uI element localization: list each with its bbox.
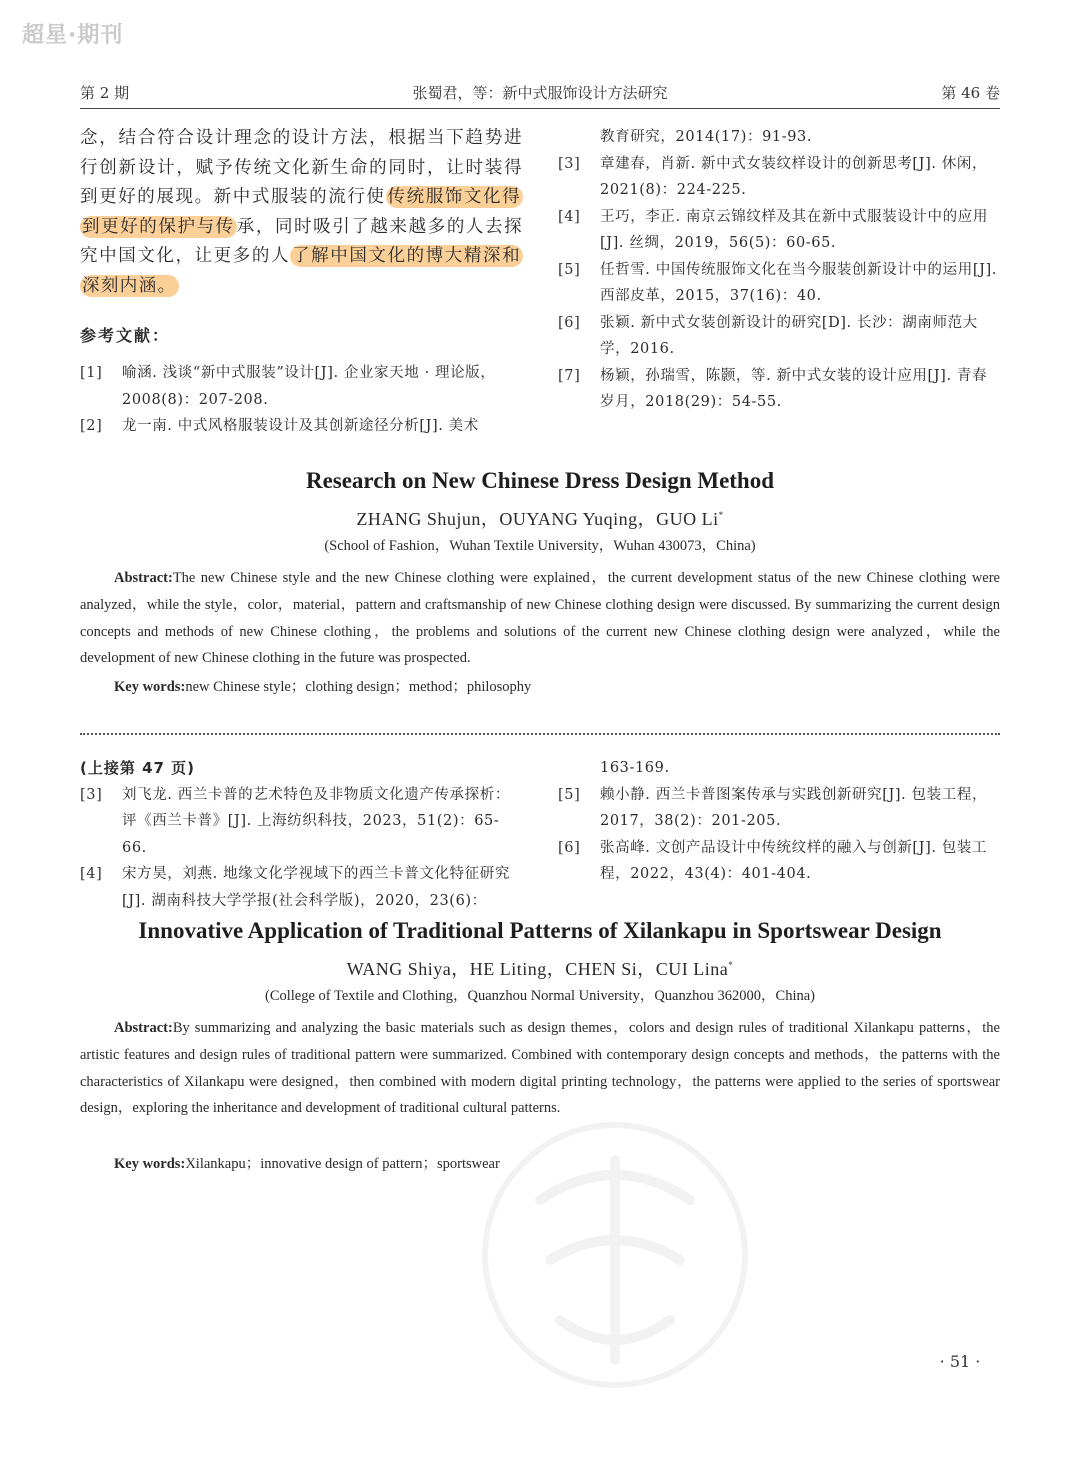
english-abstract: Abstract:The new Chinese style and the new Chinese clothing were explained，the current development status of the new Chinese clothing were analyzed，while the style，color，material，pattern and craftsmanship of new Chinese clothing design were discussed. By summarizing the current design concepts and methods of new Chinese clothing，the problems and solutions of the current new Chinese clothing design were analyzed，while the development of new Chinese clothing in the future was prospected. — [80, 570, 1000, 667]
reference-item — [80, 360, 523, 413]
paragraph-text-2: 承，同时吸引了越来越多的人去探究中国文化，让更多的人 — [80, 216, 523, 266]
keywords-label: Key words — [114, 1156, 181, 1172]
reference-text: 任哲雪. 中国传统服饰文化在当今服装创新设计中的运用[J]. 西部皮革，2015，37(16)：40. — [600, 261, 997, 304]
reference-continuation: 163-169. — [600, 760, 670, 776]
volume-number: 第 46 卷 — [941, 84, 1000, 102]
reference-item — [558, 782, 1001, 835]
authors-text: ZHANG Shujun，OUYANG Yuqing，GUO Li — [356, 509, 719, 529]
reference-number: [7] — [558, 367, 581, 384]
reference-item — [558, 363, 1001, 416]
reference-number: [4] — [80, 866, 103, 882]
section-divider — [80, 733, 1000, 735]
publisher-watermark: 超星·期刊 — [22, 23, 124, 48]
reference-item — [80, 782, 523, 862]
references-heading: 参考文献： — [80, 326, 171, 345]
english-authors — [40, 955, 1040, 981]
reference-item — [558, 204, 1001, 257]
reference-item — [558, 310, 1001, 363]
reference-number: [3] — [80, 786, 103, 803]
reference-text: 张高峰. 文创产品设计中传统纹样的融入与创新[J]. 包装工程，2022，43(4)：401-404. — [600, 839, 988, 882]
article2-left-column — [80, 755, 523, 914]
reference-item — [558, 835, 1001, 888]
reference-number: [3] — [558, 155, 581, 172]
article1-right-column — [558, 124, 1001, 416]
reference-number: [5] — [558, 786, 581, 803]
seal-watermark-icon — [470, 1110, 760, 1400]
paragraph-text-1: 念，结合符合设计理念的设计方法，根据当下趋势进行创新设计，赋予传统文化新生命的同时，让时装得到更好的展现。新中式服装的流行使 — [80, 128, 523, 207]
issue-number: 第 2 期 — [80, 84, 130, 102]
reference-text: 喻涵. 浅谈“新中式服装”设计[J]. 企业家天地 · 理论版，2008(8)：207-208. — [122, 365, 496, 408]
reference-number: [1] — [80, 365, 103, 381]
reference-item — [80, 413, 523, 440]
reference-item — [558, 151, 1001, 204]
reference-number: [2] — [80, 418, 103, 434]
continued-from-label: (上接第 47 页) — [80, 759, 196, 777]
reference-item — [80, 861, 523, 914]
reference-text: 章建春，肖新. 新中式女装纹样设计的创新思考[J]. 休闲，2021(8)：224-225. — [600, 155, 988, 198]
corresponding-author-mark: * — [718, 510, 724, 520]
reference-text: 赖小静. 西兰卡普图案传承与实践创新研究[J]. 包装工程，2017，38(2)：201-205. — [600, 786, 988, 829]
abstract-text: The new Chinese style and the new Chinese clothing were explained，the current development status of the new Chinese clothing were analyzed，while the style，color，material，pattern and craftsmanship of new Chinese clothing design were discussed. By summarizing the current design concepts and methods of new Chinese clothing，the problems and solutions of the current new Chinese clothing design were analyzed，while the development of new Chinese clothing in the future was prospected. — [80, 570, 1000, 667]
keywords-label: Key words — [114, 679, 181, 695]
highlighted-text-1: 传统服饰文化得到更好的保护与传 — [82, 187, 521, 237]
reference-text: 刘飞龙. 西兰卡普的艺术特色及非物质文化遗产传承探析：评《西兰卡普》[J]. 上海纺织科技，2023，51(2)：65-66. — [122, 786, 510, 856]
english-keywords: Key words:Xilankapu；innovative design of pattern；sportswear — [114, 1156, 500, 1172]
abstract-label: Abstract — [114, 570, 168, 586]
english-title: Research on New Chinese Dress Design Method — [305, 468, 775, 493]
authors-text: WANG Shiya，HE Liting，CHEN Si，CUI Lina — [346, 959, 729, 979]
reference-number: [6] — [558, 839, 581, 856]
english-abstract: Abstract:By summarizing and analyzing the basic materials such as design themes，colors and design rules of traditional Xilankapu patterns，the artistic features and design rules of traditional pattern were summarized. Combined with contemporary design concepts and methods，the patterns with the characteristics of Xilankapu were designed，then combined with modern digital printing technology，the patterns were applied to the series of sportswear design，exploring the inheritance and development of traditional cultural patterns. — [80, 1020, 1000, 1117]
corresponding-author-mark: * — [728, 960, 734, 970]
reference-item — [558, 257, 1001, 310]
english-title: Innovative Application of Traditional Patterns of Xilankapu in Sportswear Design — [138, 918, 942, 943]
reference-text: 王巧，李正. 南京云锦纹样及其在新中式服装设计中的应用[J]. 丝绸，2019，56(5)：60-65. — [600, 208, 988, 251]
english-authors — [40, 505, 1040, 531]
abstract-text: By summarizing and analyzing the basic materials such as design themes，colors and design rules of traditional Xilankapu patterns，the artistic features and design rules of traditional pattern were summarized. Combined with contemporary design concepts and methods，the patterns with the characteristics of Xilankapu were designed，then combined with modern digital printing technology，the patterns were applied to the series of sportswear design，exploring the inheritance and development of traditional cultural patterns. — [80, 1020, 1000, 1117]
reference-text: 杨颖，孙瑞雪，陈颢，等. 新中式女装的设计应用[J]. 青春岁月，2018(29)：54-55. — [600, 367, 988, 410]
highlighted-text-2: 了解中国文化的博大精深和深刻内涵。 — [82, 246, 521, 296]
reference-text: 张颖. 新中式女装创新设计的研究[D]. 长沙：湖南师范大学，2016. — [600, 314, 978, 357]
page-number: · 51 · — [939, 1352, 981, 1371]
english-keywords: Key words:new Chinese style；clothing design；method；philosophy — [114, 679, 532, 695]
running-header — [80, 80, 1000, 109]
keywords-text: Xilankapu；innovative design of pattern；sportswear — [185, 1156, 500, 1172]
running-title: 张蜀君，等：新中式服饰设计方法研究 — [412, 84, 668, 102]
conclusion-paragraph — [80, 124, 523, 301]
keywords-text: new Chinese style；clothing design；method；philosophy — [185, 679, 532, 695]
reference-continuation: 教育研究，2014(17)：91-93. — [600, 129, 813, 145]
reference-number: [6] — [558, 314, 581, 331]
article2-right-column — [558, 755, 1001, 888]
reference-text: 龙一南. 中式风格服装设计及其创新途径分析[J]. 美术 — [122, 418, 479, 434]
english-affiliation: (School of Fashion，Wuhan Textile University，Wuhan 430073，China) — [324, 538, 756, 554]
reference-number: [5] — [558, 261, 581, 278]
reference-text: 宋方昊，刘燕. 地缘文化学视域下的西兰卡普文化特征研究[J]. 湖南科技大学学报(社会科学版)，2020，23(6)： — [122, 866, 510, 909]
article1-left-column — [80, 124, 523, 440]
english-affiliation: (College of Textile and Clothing，Quanzhou Normal University，Quanzhou 362000，China) — [264, 988, 816, 1004]
abstract-label: Abstract — [114, 1020, 168, 1036]
reference-number: [4] — [558, 208, 581, 225]
